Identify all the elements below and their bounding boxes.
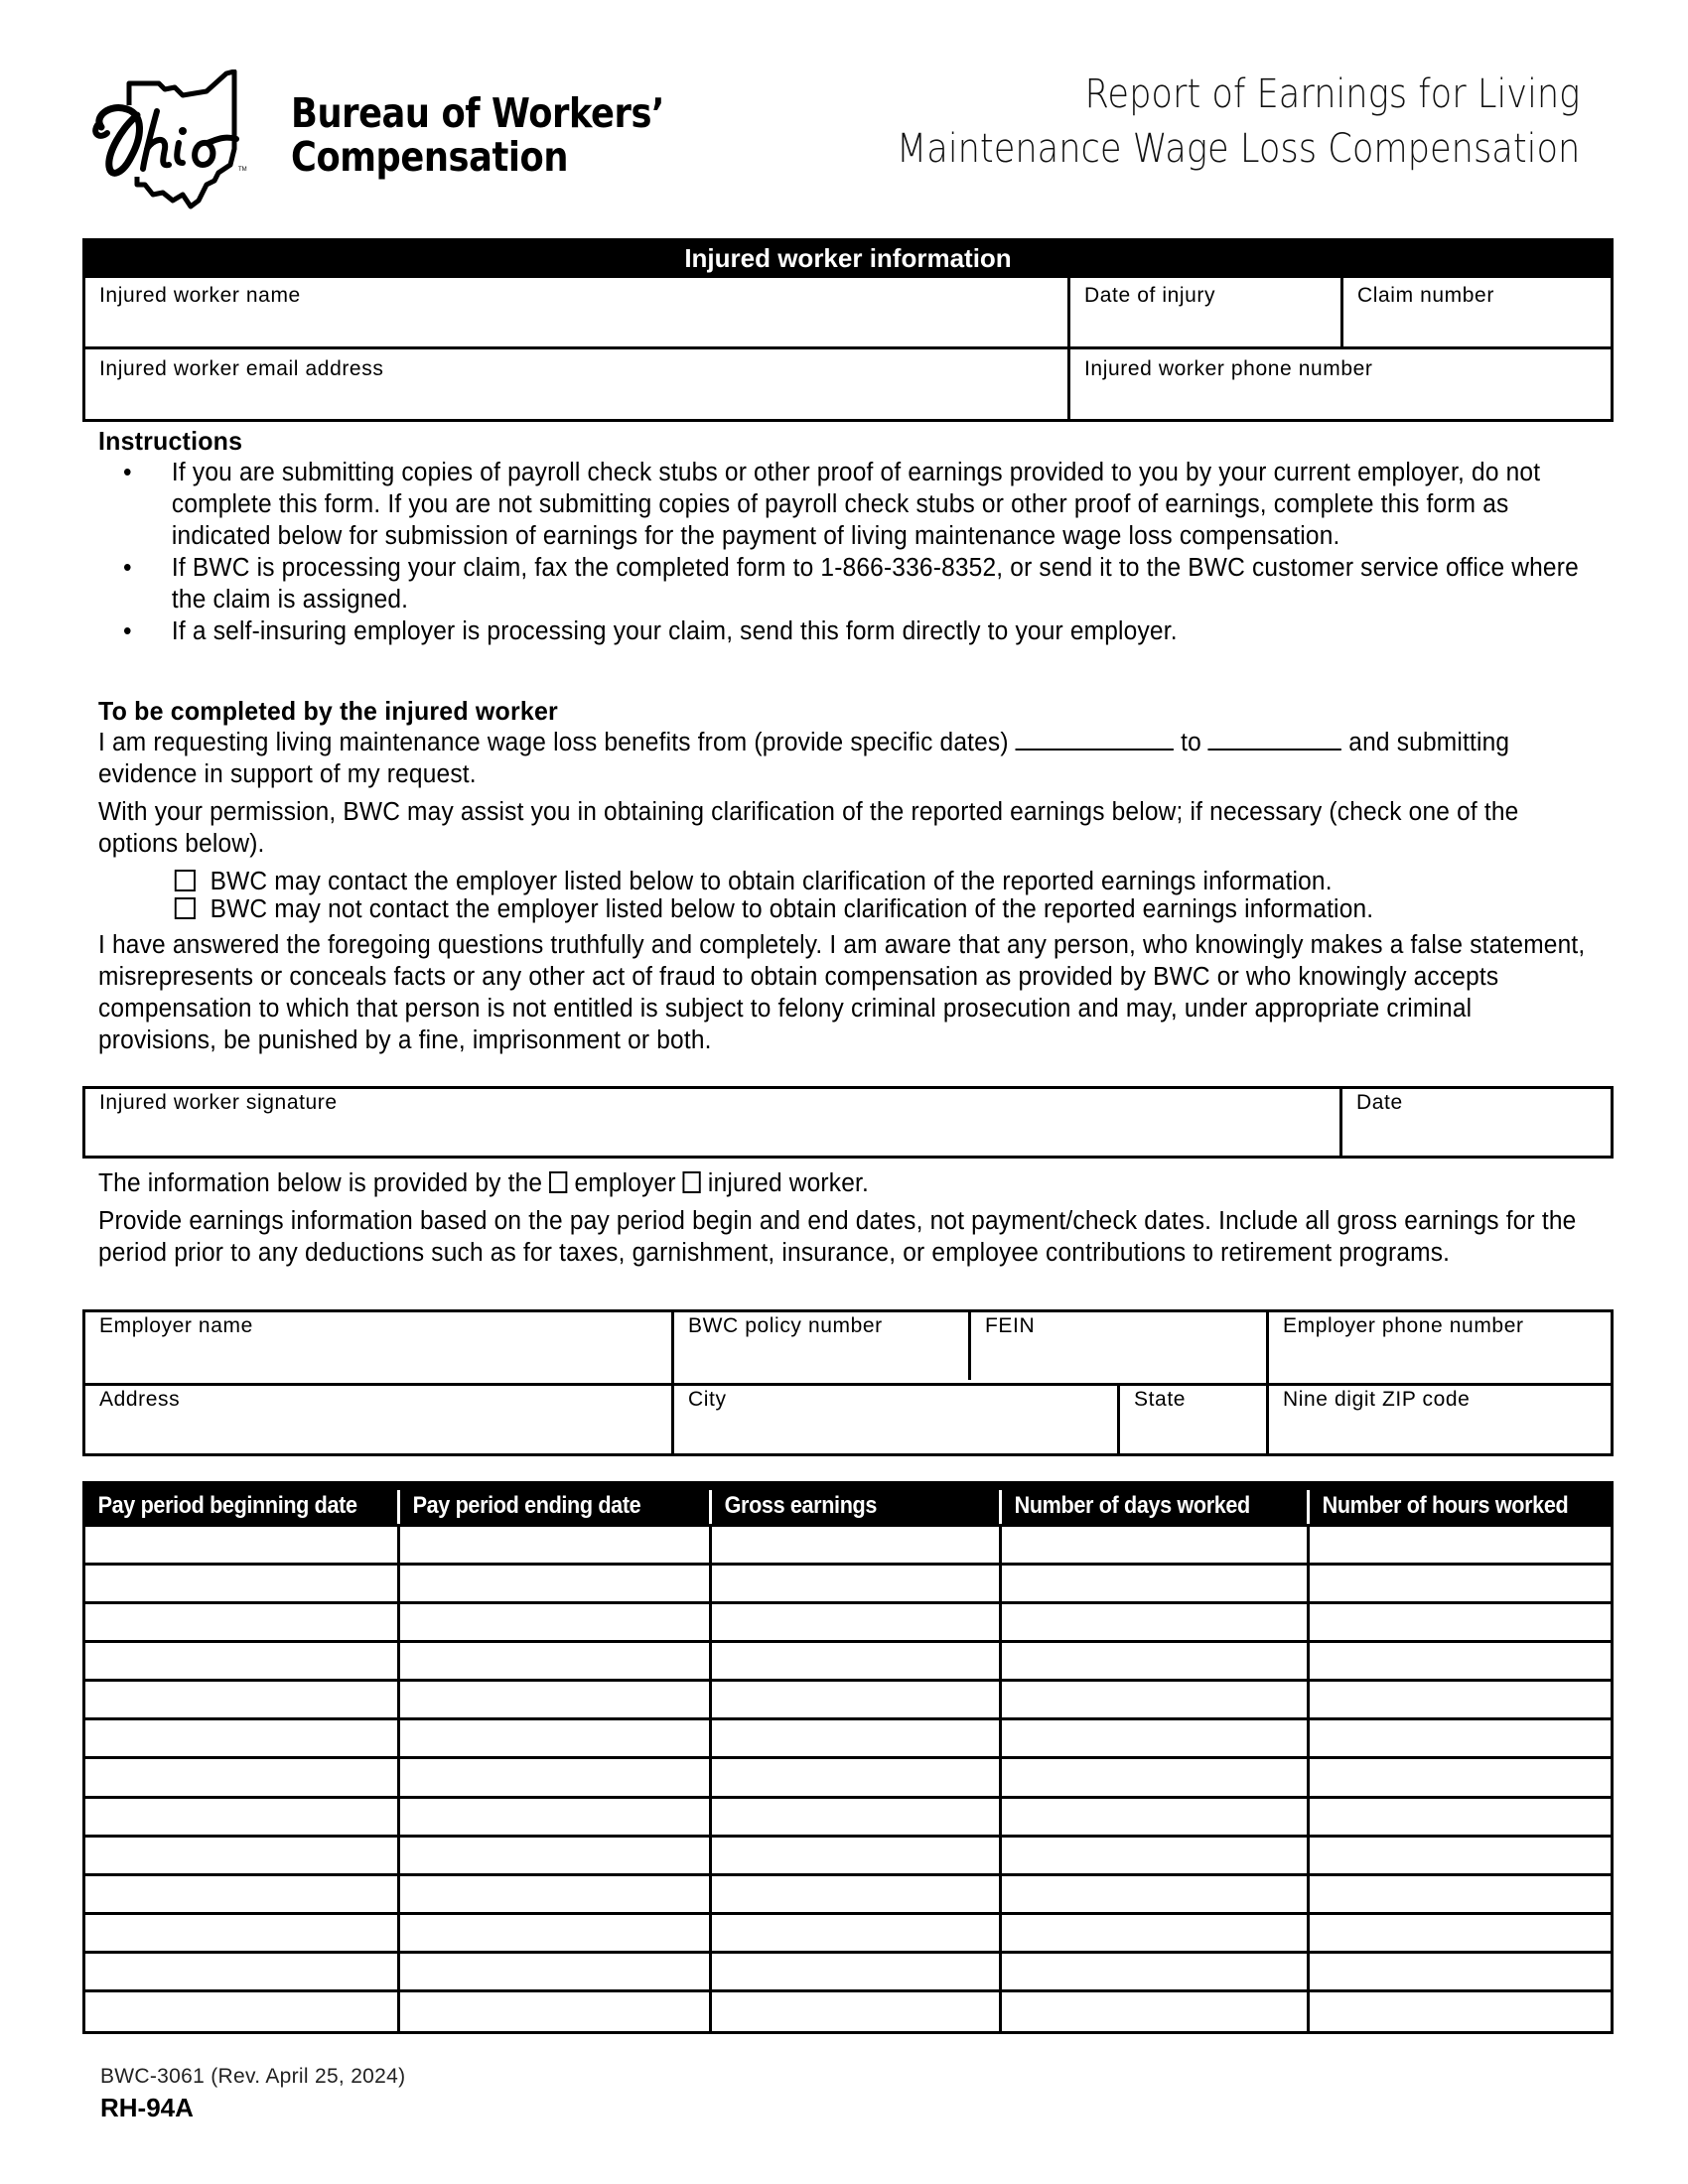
hours-worked-cell[interactable] bbox=[1310, 1954, 1611, 1989]
days-worked-cell[interactable] bbox=[1002, 1682, 1310, 1717]
days-worked-cell[interactable] bbox=[1002, 1992, 1310, 2031]
pay-period-end-cell[interactable] bbox=[400, 1992, 712, 2031]
gross-earnings-cell[interactable] bbox=[712, 1759, 1002, 1795]
signature-date-label: Date bbox=[1356, 1091, 1403, 1114]
earnings-table-header bbox=[85, 1484, 1611, 1527]
table-row bbox=[85, 1527, 1611, 1566]
signature-label: Injured worker signature bbox=[99, 1091, 338, 1114]
document-title bbox=[897, 68, 1580, 177]
svg-text:TM: TM bbox=[238, 167, 247, 173]
signature-table bbox=[82, 1086, 1614, 1159]
pay-period-begin-cell[interactable] bbox=[85, 1682, 400, 1717]
injured-worker-phone-label: Injured worker phone number bbox=[1084, 357, 1373, 380]
fein-label: FEIN bbox=[985, 1314, 1036, 1337]
employer-name-field[interactable] bbox=[85, 1312, 671, 1383]
information-provider-line: The information below is provided by the employer injured worker. bbox=[98, 1169, 870, 1197]
benefit-request-text: I am requesting living maintenance wage loss benefits from (provide specific dates) to and submitting evidence in support of my request. bbox=[98, 729, 1510, 788]
column-header-pay-period-begin: Pay period beginning date bbox=[97, 1492, 357, 1519]
end-date-blank[interactable] bbox=[1208, 727, 1341, 751]
state-field[interactable] bbox=[1120, 1386, 1266, 1453]
days-worked-cell[interactable] bbox=[1002, 1954, 1310, 1989]
pay-period-begin-cell[interactable] bbox=[85, 1915, 400, 1951]
pay-period-begin-cell[interactable] bbox=[85, 1876, 400, 1912]
form-code: RH-94A bbox=[100, 2093, 194, 2122]
earnings-instructions-text: Provide earnings information based on the pay period begin and end dates, not payment/check dates. Include all gross earnings for the period prior to any deductions such as for taxes, garnishment, insurance, or employee contributions to retirement programs. bbox=[98, 1207, 1577, 1267]
days-worked-cell[interactable] bbox=[1002, 1720, 1310, 1756]
pay-period-end-cell[interactable] bbox=[400, 1566, 712, 1601]
gross-earnings-cell[interactable] bbox=[712, 1720, 1002, 1756]
hours-worked-cell[interactable] bbox=[1310, 1799, 1611, 1835]
days-worked-cell[interactable] bbox=[1002, 1876, 1310, 1912]
table-row bbox=[85, 1915, 1611, 1954]
instruction-item: • If you are submitting copies of payroll check stubs or other proof of earnings provided to you by your current employer, do not complete this form. If you are not submitting copies of payroll check stubs or other proof of earnings, complete this form as indicated below for submission of earnings for the payment of living maintenance wage loss compensation. bbox=[98, 457, 1595, 552]
pay-period-end-cell[interactable] bbox=[400, 1799, 712, 1835]
days-worked-cell[interactable] bbox=[1002, 1566, 1310, 1601]
organization-name bbox=[291, 91, 664, 179]
table-row bbox=[85, 1643, 1611, 1682]
pay-period-end-cell[interactable] bbox=[400, 1643, 712, 1679]
days-worked-cell[interactable] bbox=[1002, 1799, 1310, 1835]
injured-worker-signature-field[interactable] bbox=[85, 1089, 1339, 1156]
date-of-injury-field[interactable] bbox=[1070, 276, 1340, 346]
hours-worked-cell[interactable] bbox=[1310, 1915, 1611, 1951]
claim-number-field[interactable] bbox=[1343, 276, 1612, 346]
worker-section-heading: To be completed by the injured worker bbox=[98, 696, 558, 726]
injured-worker-name-field[interactable] bbox=[85, 276, 1067, 346]
hours-worked-cell[interactable] bbox=[1310, 1682, 1611, 1717]
pay-period-begin-cell[interactable] bbox=[85, 1759, 400, 1795]
bwc-policy-number-field[interactable] bbox=[674, 1312, 968, 1383]
pay-period-end-cell[interactable] bbox=[400, 1527, 712, 1563]
table-row bbox=[85, 1759, 1611, 1798]
employer-phone-label: Employer phone number bbox=[1283, 1314, 1524, 1337]
hours-worked-cell[interactable] bbox=[1310, 1720, 1611, 1756]
days-worked-cell[interactable] bbox=[1002, 1604, 1310, 1640]
signature-date-field[interactable] bbox=[1342, 1089, 1611, 1156]
instruction-item: • If BWC is processing your claim, fax the completed form to 1-866-336-8352, or send it to the BWC customer service office where the claim is assigned. bbox=[98, 552, 1595, 615]
fein-field[interactable] bbox=[971, 1312, 1266, 1383]
earnings-table-body bbox=[85, 1527, 1611, 2031]
days-worked-cell[interactable] bbox=[1002, 1643, 1310, 1679]
gross-earnings-cell[interactable] bbox=[712, 1954, 1002, 1989]
form-revision: BWC-3061 (Rev. April 25, 2024) bbox=[100, 2065, 406, 2088]
pay-period-begin-cell[interactable] bbox=[85, 1838, 400, 1873]
hours-worked-cell[interactable] bbox=[1310, 1527, 1611, 1563]
pay-period-begin-cell[interactable] bbox=[85, 1720, 400, 1756]
pay-period-begin-cell[interactable] bbox=[85, 1992, 400, 2031]
hours-worked-cell[interactable] bbox=[1310, 1876, 1611, 1912]
employer-info-table bbox=[82, 1309, 1614, 1456]
pay-period-end-cell[interactable] bbox=[400, 1604, 712, 1640]
earnings-table bbox=[82, 1481, 1614, 2034]
gross-earnings-cell[interactable] bbox=[712, 1992, 1002, 2031]
injured-worker-email-label: Injured worker email address bbox=[99, 357, 384, 380]
table-row bbox=[85, 1992, 1611, 2031]
injured-worker-email-field[interactable] bbox=[85, 349, 1067, 419]
instructions-list bbox=[98, 457, 1595, 647]
table-row bbox=[85, 1954, 1611, 1992]
pay-period-end-cell[interactable] bbox=[400, 1915, 712, 1951]
injured-worker-phone-field[interactable] bbox=[1070, 349, 1612, 419]
table-row bbox=[85, 1799, 1611, 1838]
address-field[interactable] bbox=[85, 1386, 671, 1453]
gross-earnings-cell[interactable] bbox=[712, 1527, 1002, 1563]
date-of-injury-label: Date of injury bbox=[1084, 284, 1216, 307]
instructions-section bbox=[98, 425, 1595, 647]
column-header-days-worked: Number of days worked bbox=[1014, 1492, 1250, 1519]
worker-section bbox=[98, 695, 1595, 1056]
table-row bbox=[85, 1838, 1611, 1876]
column-header-hours-worked: Number of hours worked bbox=[1322, 1492, 1569, 1519]
zip-code-field[interactable] bbox=[1269, 1386, 1612, 1453]
instructions-heading: Instructions bbox=[98, 426, 243, 456]
org-line-1: Bureau of Workers’ bbox=[291, 89, 664, 137]
pay-period-begin-cell[interactable] bbox=[85, 1954, 400, 1989]
title-line-1: Report of Earnings for Living bbox=[1084, 71, 1580, 117]
city-field[interactable] bbox=[674, 1386, 1117, 1453]
table-row bbox=[85, 1604, 1611, 1643]
days-worked-cell[interactable] bbox=[1002, 1915, 1310, 1951]
hours-worked-cell[interactable] bbox=[1310, 1566, 1611, 1601]
gross-earnings-cell[interactable] bbox=[712, 1566, 1002, 1601]
injured-worker-info-table bbox=[82, 276, 1614, 422]
do-not-contact-employer-checkbox[interactable] bbox=[175, 897, 196, 919]
employer-name-label: Employer name bbox=[99, 1314, 253, 1337]
column-header-pay-period-end: Pay period ending date bbox=[412, 1492, 641, 1519]
address-label: Address bbox=[99, 1388, 181, 1411]
pay-period-end-cell[interactable] bbox=[400, 1876, 712, 1912]
ohio-state-outline-icon bbox=[87, 69, 266, 210]
zip-code-label: Nine digit ZIP code bbox=[1283, 1388, 1471, 1411]
state-label: State bbox=[1134, 1388, 1187, 1411]
ohio-logo bbox=[87, 69, 266, 210]
gross-earnings-cell[interactable] bbox=[712, 1799, 1002, 1835]
org-line-2: Compensation bbox=[291, 133, 568, 181]
hours-worked-cell[interactable] bbox=[1310, 1838, 1611, 1873]
pay-period-begin-cell[interactable] bbox=[85, 1604, 400, 1640]
instruction-item: • If a self-insuring employer is processing your claim, send this form directly to your employer. bbox=[98, 615, 1595, 647]
contact-employer-checkbox[interactable] bbox=[175, 870, 196, 891]
provider-employer-checkbox[interactable] bbox=[549, 1171, 567, 1193]
table-row bbox=[85, 1682, 1611, 1720]
pay-period-begin-cell[interactable] bbox=[85, 1799, 400, 1835]
table-row bbox=[85, 1566, 1611, 1604]
gross-earnings-cell[interactable] bbox=[712, 1604, 1002, 1640]
pay-period-end-cell[interactable] bbox=[400, 1954, 712, 1989]
attestation-text: I have answered the foregoing questions truthfully and completely. I am aware that any person, who knowingly makes a false statement, misrepresents or conceals facts or any other act of fraud to obtain compensation as provided by BWC or who knowingly accepts compensation to which that person is not entitled is subject to felony criminal prosecution and may, under appropriate criminal provisions, be punished by a fine, imprisonment or both. bbox=[98, 931, 1586, 1054]
start-date-blank[interactable] bbox=[1016, 727, 1174, 751]
provider-injured-worker-checkbox[interactable] bbox=[683, 1171, 701, 1193]
employer-phone-field[interactable] bbox=[1269, 1312, 1612, 1383]
pay-period-end-cell[interactable] bbox=[400, 1838, 712, 1873]
hours-worked-cell[interactable] bbox=[1310, 1604, 1611, 1640]
pay-period-begin-cell[interactable] bbox=[85, 1527, 400, 1563]
provider-section bbox=[98, 1167, 1595, 1269]
pay-period-end-cell[interactable] bbox=[400, 1720, 712, 1756]
days-worked-cell[interactable] bbox=[1002, 1838, 1310, 1873]
table-row bbox=[85, 1720, 1611, 1759]
permission-option-contact: BWC may contact the employer listed below to obtain clarification of the reported earnings information. bbox=[98, 866, 1595, 897]
pay-period-begin-cell[interactable] bbox=[85, 1566, 400, 1601]
claim-number-label: Claim number bbox=[1357, 284, 1494, 307]
pay-period-end-cell[interactable] bbox=[400, 1682, 712, 1717]
gross-earnings-cell[interactable] bbox=[712, 1876, 1002, 1912]
gross-earnings-cell[interactable] bbox=[712, 1838, 1002, 1873]
gross-earnings-cell[interactable] bbox=[712, 1682, 1002, 1717]
gross-earnings-cell[interactable] bbox=[712, 1643, 1002, 1679]
column-header-gross-earnings: Gross earnings bbox=[724, 1492, 878, 1519]
permission-text: With your permission, BWC may assist you in obtaining clarification of the reported earnings below; if necessary (check one of the options below). bbox=[98, 798, 1519, 858]
hours-worked-cell[interactable] bbox=[1310, 1643, 1611, 1679]
permission-option-no-contact: BWC may not contact the employer listed below to obtain clarification of the reported earnings information. bbox=[98, 893, 1595, 925]
days-worked-cell[interactable] bbox=[1002, 1527, 1310, 1563]
title-line-2: Maintenance Wage Loss Compensation bbox=[896, 126, 1580, 172]
table-row bbox=[85, 1876, 1611, 1915]
pay-period-end-cell[interactable] bbox=[400, 1759, 712, 1795]
gross-earnings-cell[interactable] bbox=[712, 1915, 1002, 1951]
city-label: City bbox=[688, 1388, 727, 1411]
hours-worked-cell[interactable] bbox=[1310, 1759, 1611, 1795]
days-worked-cell[interactable] bbox=[1002, 1759, 1310, 1795]
section-header-injured-worker: Injured worker information bbox=[82, 238, 1614, 278]
injured-worker-name-label: Injured worker name bbox=[99, 284, 301, 307]
bwc-policy-number-label: BWC policy number bbox=[688, 1314, 883, 1337]
pay-period-begin-cell[interactable] bbox=[85, 1643, 400, 1679]
hours-worked-cell[interactable] bbox=[1310, 1992, 1611, 2031]
